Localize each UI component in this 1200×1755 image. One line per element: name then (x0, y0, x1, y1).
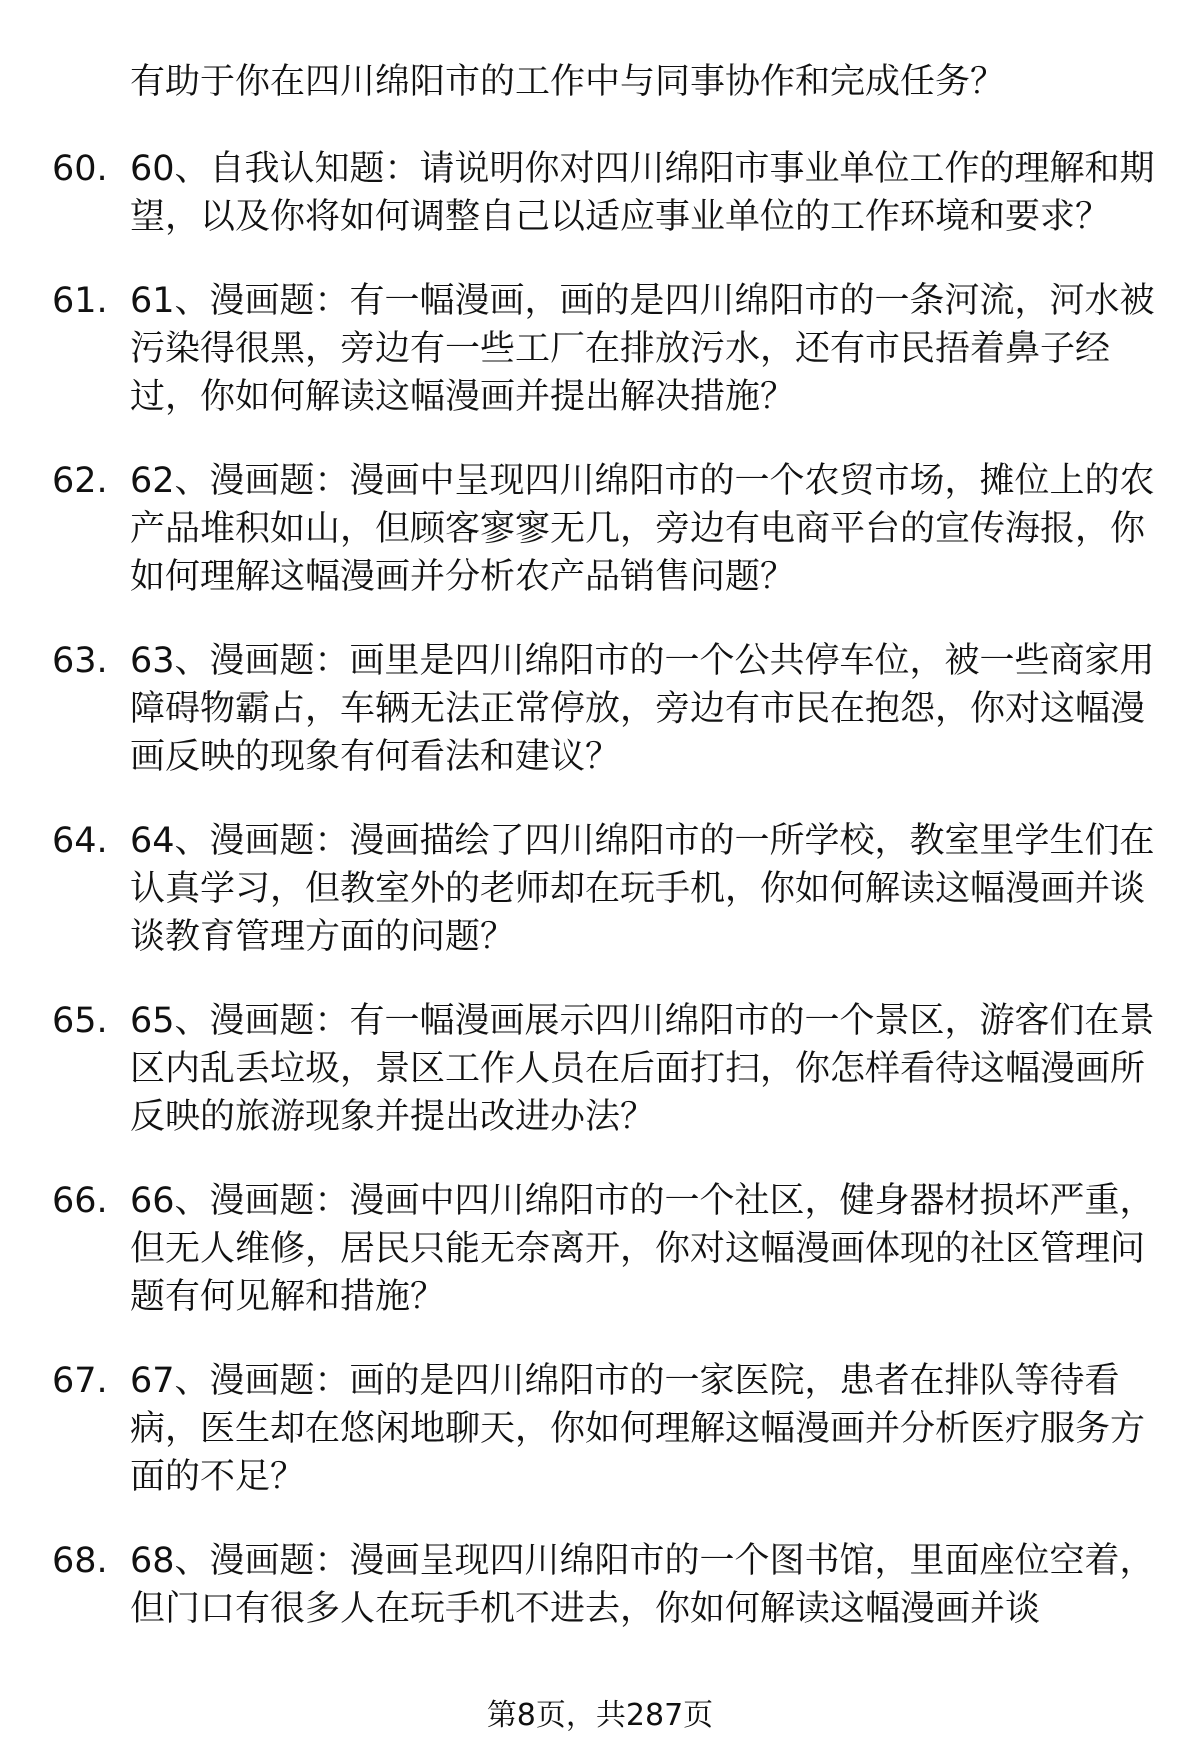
question-number: 67. (52, 1361, 108, 1401)
question-text: 62、漫画题：漫画中呈现四川绵阳市的一个农贸市场，摊位上的农产品堆积如山，但顾客寥寥无几，旁边有电商平台的宣传海报，你如何理解这幅漫画并分析农产品销售问题？ (130, 461, 1155, 597)
question-item (0, 145, 1200, 241)
question-text: 63、漫画题：画里是四川绵阳市的一个公共停车位，被一些商家用障碍物霸占，车辆无法正常停放，旁边有市民在抱怨，你对这幅漫画反映的现象有何看法和建议？ (130, 641, 1155, 777)
question-number: 65. (52, 1001, 108, 1041)
question-item (0, 1177, 1200, 1321)
question-text: 65、漫画题：有一幅漫画展示四川绵阳市的一个景区，游客们在景区内乱丢垃圾，景区工作人员在后面打扫，你怎样看待这幅漫画所反映的旅游现象并提出改进办法？ (130, 1001, 1155, 1137)
question-number: 63. (52, 641, 108, 681)
question-number: 64. (52, 821, 108, 861)
question-item (0, 637, 1200, 781)
question-text: 64、漫画题：漫画描绘了四川绵阳市的一所学校，教室里学生们在认真学习，但教室外的老师却在玩手机，你如何解读这幅漫画并谈谈教育管理方面的问题？ (130, 821, 1155, 957)
question-item (0, 817, 1200, 961)
question-text: 67、漫画题：画的是四川绵阳市的一家医院，患者在排队等待看病，医生却在悠闲地聊天，你如何理解这幅漫画并分析医疗服务方面的不足？ (130, 1361, 1146, 1497)
question-text: 60、自我认知题：请说明你对四川绵阳市事业单位工作的理解和期望，以及你将如何调整自己以适应事业单位的工作环境和要求？ (130, 149, 1155, 237)
question-text: 68、漫画题：漫画呈现四川绵阳市的一个图书馆，里面座位空着，但门口有很多人在玩手机不进去，你如何解读这幅漫画并谈 (130, 1541, 1155, 1629)
question-item (0, 277, 1200, 421)
question-item (0, 1357, 1200, 1501)
question-number: 60. (52, 149, 108, 189)
question-number: 61. (52, 281, 108, 321)
question-text: 61、漫画题：有一幅漫画，画的是四川绵阳市的一条河流，河水被污染得很黑，旁边有一些工厂在排放污水，还有市民捂着鼻子经过，你如何解读这幅漫画并提出解决措施？ (130, 281, 1155, 417)
continuation-text: 有助于你在四川绵阳市的工作中与同事协作和完成任务？ (130, 62, 1006, 102)
question-number: 66. (52, 1181, 108, 1221)
question-list (0, 145, 1200, 1669)
question-number: 62. (52, 461, 108, 501)
question-text: 66、漫画题：漫画中四川绵阳市的一个社区，健身器材损坏严重，但无人维修，居民只能无奈离开，你对这幅漫画体现的社区管理问题有何见解和措施？ (130, 1181, 1155, 1317)
page-footer: 第8页，共287页 (486, 1698, 714, 1733)
question-item (0, 1537, 1200, 1633)
question-item (0, 997, 1200, 1141)
question-number: 68. (52, 1541, 108, 1581)
question-item (0, 457, 1200, 601)
